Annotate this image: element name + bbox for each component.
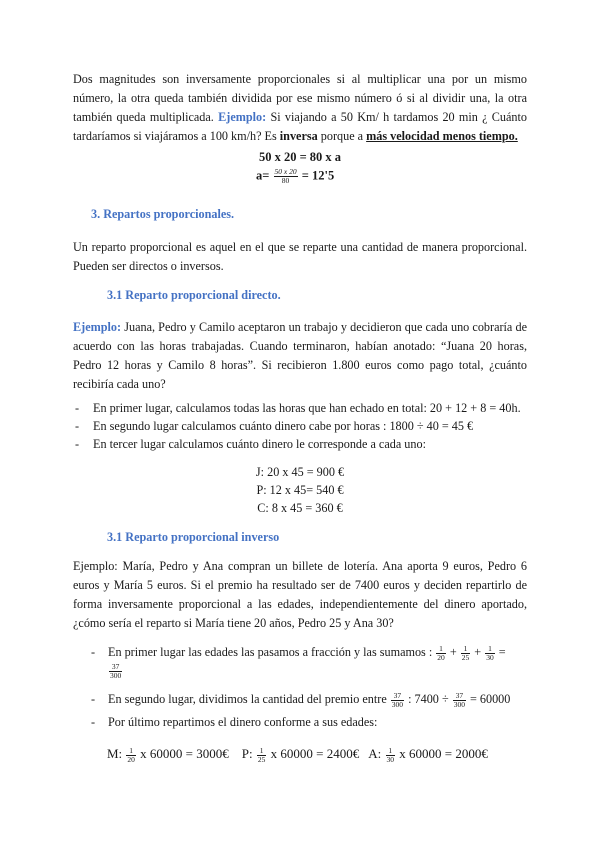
bullet-dash: - — [91, 692, 96, 706]
result-juana: J: 20 x 45 = 900 € — [255, 465, 345, 479]
bullet-dash: - — [91, 715, 96, 729]
final-p-result: x 60000 = 2400€ — [270, 746, 360, 761]
step-inverso-1 — [91, 643, 531, 680]
ejemplo-directo-text: Juana, Pedro y Camilo aceptaron un trabajo y decidieron que cada uno cobraría de acuerdo con las horas trabajadas. Cuando terminaron, habían anotado: “Juana 20 horas, Pedro 12 horas y Camilo 8 horas”. Si recibieron 1.800 euros como pago total, ¿cuánto recibiría cada uno? — [73, 320, 527, 391]
final-m-result: x 60000 = 3000€ — [140, 746, 229, 761]
equals-sign: = — [498, 645, 506, 659]
highlight-phrase: más velocidad menos tiempo. — [366, 129, 518, 143]
subsection-directo-heading: 3.1 Reparto proporcional directo. — [107, 288, 281, 302]
list-item — [73, 417, 543, 435]
step-directo-1: En primer lugar, calculamos todas las horas que han echado en total: 20 + 12 + 8 = 40h. — [93, 401, 521, 415]
ejemplo-directo-label: Ejemplo: — [73, 320, 122, 334]
final-a-result: x 60000 = 2000€ — [399, 746, 488, 761]
steps-directo-list — [73, 399, 543, 453]
final-a-label: A: — [368, 746, 382, 761]
intro-paragraph — [73, 70, 527, 146]
step-inverso-2-mid: : 7400 ÷ — [408, 692, 449, 706]
fraction-37-300: $\frac{37}{300}$ — [110, 662, 122, 681]
formula-fraction — [274, 168, 298, 185]
step-directo-3: En tercer lugar calculamos cuánto dinero le corresponde a cada uno: — [93, 437, 426, 451]
bullet-dash: - — [75, 419, 80, 433]
formula-a-prefix: a= — [256, 168, 270, 183]
intro-text-3: porque a — [320, 129, 364, 143]
fraction-1-30: $\frac{1}{30}$ — [486, 643, 494, 662]
fraction-37-300-a: $\frac{37}{300}$ — [391, 690, 404, 709]
final-p-fraction: $\frac{1}{25}$ — [257, 745, 266, 764]
bullet-dash: - — [91, 645, 96, 659]
intro-text-2: Si viajando a 50 Km/ h tardamos 20 min ¿ Cuánto tardaríamos si viajáramos a 100 km/h? Es — [73, 110, 528, 143]
step-inverso-1-result — [91, 662, 531, 681]
final-m-label: M: — [107, 746, 123, 761]
step-inverso-2-text: En segundo lugar, dividimos la cantidad del premio entre — [108, 692, 387, 706]
inversa-word: inversa — [279, 129, 318, 143]
step-inverso-3-text: Por último repartimos el dinero conforme a sus edades: — [108, 715, 378, 729]
results-directo — [0, 463, 600, 517]
plus-sign: + — [474, 645, 482, 659]
bullet-dash: - — [75, 437, 80, 451]
fraction-1-25: $\frac{1}{25}$ — [461, 643, 470, 662]
result-camilo: C: 8 x 45 = 360 € — [257, 501, 343, 515]
ejemplo-label: Ejemplo: — [218, 110, 267, 124]
formula-fraction-num: 50 x 20 — [274, 167, 297, 176]
fraction-1-20: $\frac{1}{20}$ — [437, 643, 445, 662]
section-3-heading: 3. Repartos proporcionales. — [91, 207, 235, 221]
plus-sign: + — [449, 645, 457, 659]
step-inverso-2-body — [91, 690, 531, 709]
formula-line-2 — [256, 168, 334, 185]
intro-text-1: Dos magnitudes son inversamente proporcionales si al multiplicar una por un mismo número, la otra queda también dividida por ese mismo número ó si al dividir una, la otra también queda multiplicada. — [73, 72, 527, 124]
step-directo-2: En segundo lugar calculamos cuánto dinero cabe por horas : 1800 ÷ 40 = 45 € — [93, 419, 474, 433]
fraction-37-300-b: $\frac{37}{300}$ — [453, 690, 465, 709]
step-inverso-2-end: = 60000 — [469, 692, 511, 706]
final-m-fraction: $\frac{1}{20}$ — [127, 745, 135, 764]
final-p-label: P: — [241, 746, 253, 761]
bullet-dash: - — [75, 401, 80, 415]
final-distribution — [107, 746, 488, 764]
result-pedro: P: 12 x 45= 540 € — [256, 483, 344, 497]
reparto-paragraph: Un reparto proporcional es aquel en el que se reparte una cantidad de manera proporcional. Pueden ser directos o inversos. — [73, 240, 527, 273]
list-item — [73, 399, 543, 417]
step-inverso-3 — [91, 713, 531, 731]
ejemplo-inverso-paragraph: Ejemplo: María, Pedro y Ana compran un billete de lotería. Ana aporta 9 euros, Pedro 6 euros y María 5 euros. Si el premio ha resultado ser de 7400 euros y deciden repartirlo de forma inversamente proporcional a las edades, independientemente del dinero aportado, ¿cómo sería el reparto si María tiene 20 años, Pedro 25 y Ana 30? — [73, 559, 527, 630]
subsection-inverso-heading: 3.1 Reparto proporcional inverso — [107, 530, 280, 544]
step-inverso-1-text: En primer lugar las edades las pasamos a fracción y las sumamos : — [108, 645, 433, 659]
step-inverso-2 — [91, 690, 531, 709]
list-item — [73, 435, 543, 453]
ejemplo-directo-paragraph — [73, 318, 527, 394]
formula-fraction-den: 80 — [281, 176, 290, 185]
final-a-fraction: $\frac{1}{30}$ — [386, 745, 394, 764]
step-inverso-1-body — [91, 643, 531, 662]
formula-result: = 12'5 — [301, 168, 335, 183]
formula-line-1: 50 x 20 = 80 x a — [258, 150, 342, 164]
